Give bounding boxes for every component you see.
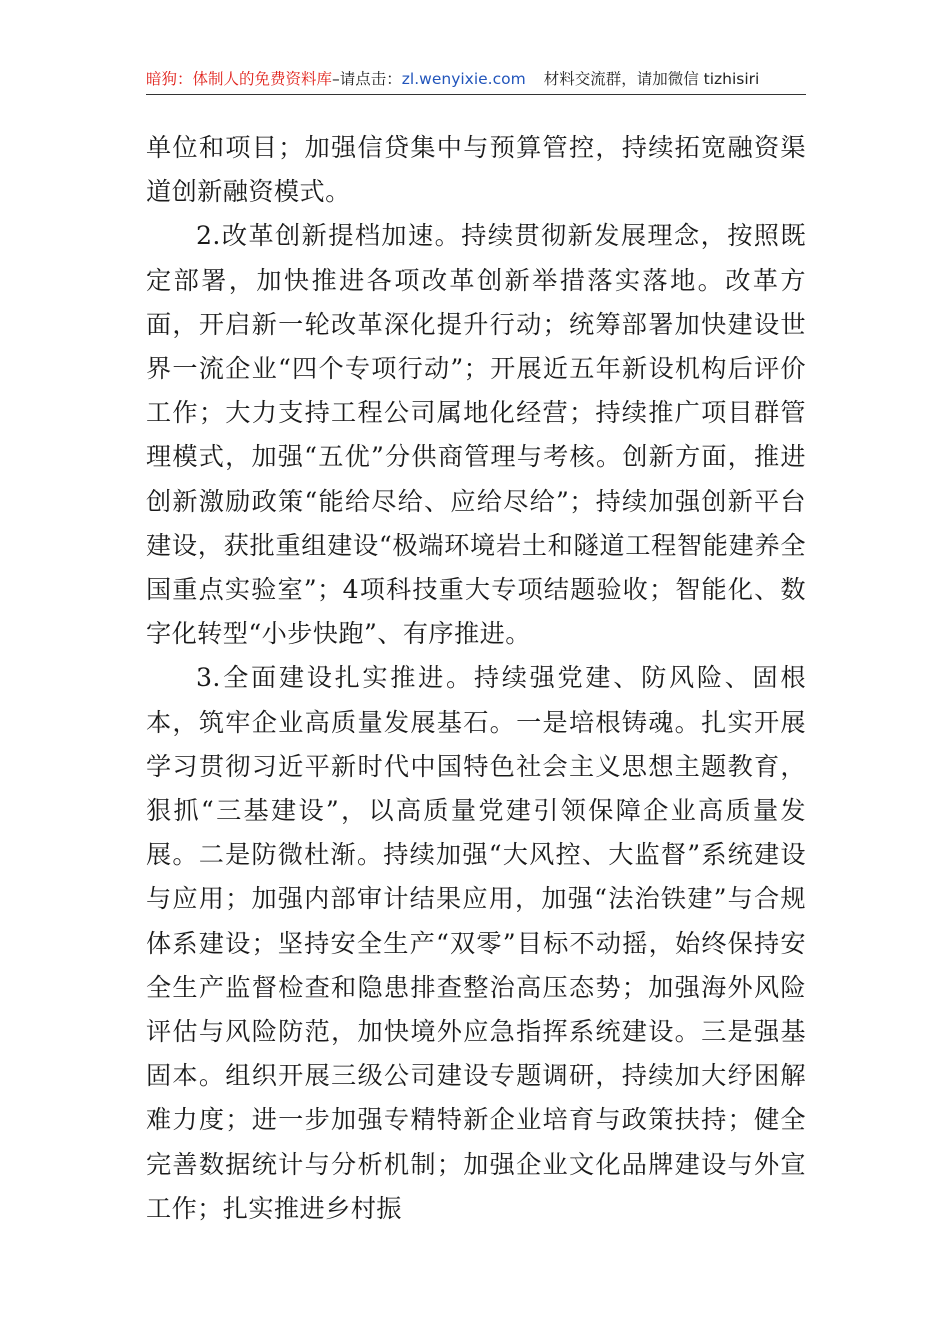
header-url-link[interactable]: zl.wenyixie.com bbox=[401, 70, 526, 88]
page-header bbox=[146, 66, 806, 92]
header-divider bbox=[146, 94, 806, 95]
header-group-text: 材料交流群，请加微信 tizhisiri bbox=[543, 70, 760, 88]
header-click-prefix: –请点击： bbox=[332, 70, 402, 88]
document-body bbox=[146, 126, 806, 1231]
paragraph-reform-innovation: 2.改革创新提档加速。持续贯彻新发展理念，按照既定部署，加快推进各项改革创新举措落实落地。改革方面，开启新一轮改革深化提升行动；统筹部署加快建设世界一流企业“四个专项行动”；开展近五年新设机构后评价工作；大力支持工程公司属地化经营；持续推广项目群管理模式，加强“五优”分供商管理与考核。创新方面，推进创新激励政策“能给尽给、应给尽给”；持续加强创新平台建设，获批重组建设“极端环境岩土和隧道工程智能建养全国重点实验室”；4项科技重大专项结题验收；智能化、数字化转型“小步快跑”、有序推进。 bbox=[146, 221, 806, 649]
paragraph-continuation: 单位和项目；加强信贷集中与预算管控，持续拓宽融资渠道创新融资模式。 bbox=[146, 133, 806, 207]
header-brand: 暗狗：体制人的免费资料库 bbox=[146, 70, 333, 88]
paragraph-comprehensive-construction: 3.全面建设扎实推进。持续强党建、防风险、固根本，筑牢企业高质量发展基石。一是培根铸魂。扎实开展学习贯彻习近平新时代中国特色社会主义思想主题教育，狠抓“三基建设”，以高质量党建引领保障企业高质量发展。二是防微杜渐。持续加强“大风控、大监督”系统建设与应用；加强内部审计结果应用，加强“法治铁建”与合规体系建设；坚持安全生产“双零”目标不动摇，始终保持安全生产监督检查和隐患排查整治高压态势；加强海外风险评估与风险防范，加快境外应急指挥系统建设。三是强基固本。组织开展三级公司建设专题调研，持续加大纾困解难力度；进一步加强专精特新企业培育与政策扶持；健全完善数据统计与分析机制；加强企业文化品牌建设与外宣工作；扎实推进乡村振 bbox=[146, 663, 806, 1223]
